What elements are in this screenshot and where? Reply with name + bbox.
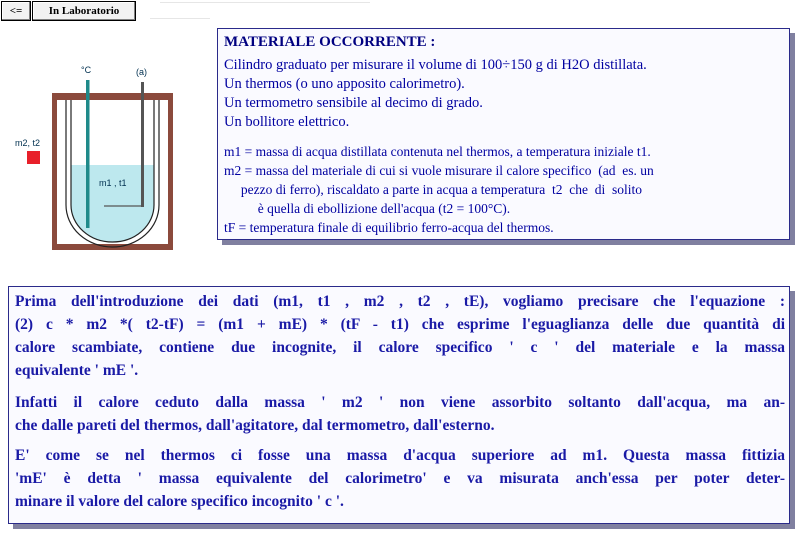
thermos-lid (52, 93, 173, 100)
materials-panel (217, 28, 790, 240)
explanation-panel (8, 286, 790, 524)
thermos-right-wall (168, 95, 173, 250)
calorimeter-diagram (0, 0, 200, 260)
materials-item: Cilindro graduato per misurare il volume di 100÷150 g di H2O distillata. (224, 57, 647, 73)
materials-title: MATERIALE OCCORRENTE : (224, 34, 436, 50)
in-laboratorio-button[interactable]: In Laboratorio (32, 1, 136, 21)
definition-line: è quella di ebollizione dell'acqua (t2 = 100°C). (224, 201, 511, 216)
explanation-line: minare il valore del calore specifico incognito ' c '. (15, 493, 344, 510)
explanation-line: (2) c * m2 *( t2-tF) = (m1 + mE) * (tF - t1) che esprime l'eguaglianza delle due quantità di (15, 316, 785, 333)
definition-line: m2 = massa del materiale di cui si vuole misurare il calore specifico (ad es. un (224, 163, 654, 178)
materials-item: Un thermos (o uno apposito calorimetro). (224, 76, 465, 92)
sample-label: m2, t2 (15, 138, 41, 148)
explanation-line: Infatti il calore ceduto dalla massa ' m2 ' non viene assorbito soltanto dall'acqua, ma an- (15, 394, 785, 411)
explanation-line: calore scambiate, contiene due incognite, il calore specifico ' c ' del materiale e la massa (15, 339, 785, 356)
stirrer-rod (141, 82, 144, 207)
materials-item: Un termometro sensibile al decimo di grado. (224, 95, 483, 111)
definition-line: m1 = massa di acqua distillata contenuta nel thermos, a temperatura iniziale t1. (224, 144, 651, 159)
thermometer-label: °C (81, 65, 92, 75)
back-button[interactable]: <= (1, 1, 31, 21)
definition-line: tF = temperatura finale di equilibrio ferro-acqua del thermos. (224, 220, 554, 235)
thermos-left-wall (52, 95, 57, 250)
materials-item: Un bollitore elettrico. (224, 114, 350, 130)
water-label: m1 , t1 (99, 178, 127, 188)
thermometer (86, 80, 90, 228)
explanation-line: Prima dell'introduzione dei dati (m1, t1 , m2 , t2 , tE), vogliamo precisare che l'equazione : (15, 293, 785, 310)
explanation-line: 'mE' è detta ' massa equivalente del calorimetro' e va misurata anch'essa per poter deter- (15, 470, 785, 487)
explanation-line: E' come se nel thermos ci fosse una massa d'acqua superiore ad m1. Questa massa fittizia (15, 447, 785, 464)
explanation-line: equivalente ' mE '. (15, 362, 139, 379)
definition-line: pezzo di ferro), riscaldato a parte in acqua a temperatura t2 che di solito (224, 182, 642, 197)
stirrer-label: (a) (136, 67, 147, 77)
sample-square (27, 151, 40, 164)
explanation-line: che dalle pareti del thermos, dall'agitatore, dal termometro, dall'esterno. (15, 417, 495, 434)
